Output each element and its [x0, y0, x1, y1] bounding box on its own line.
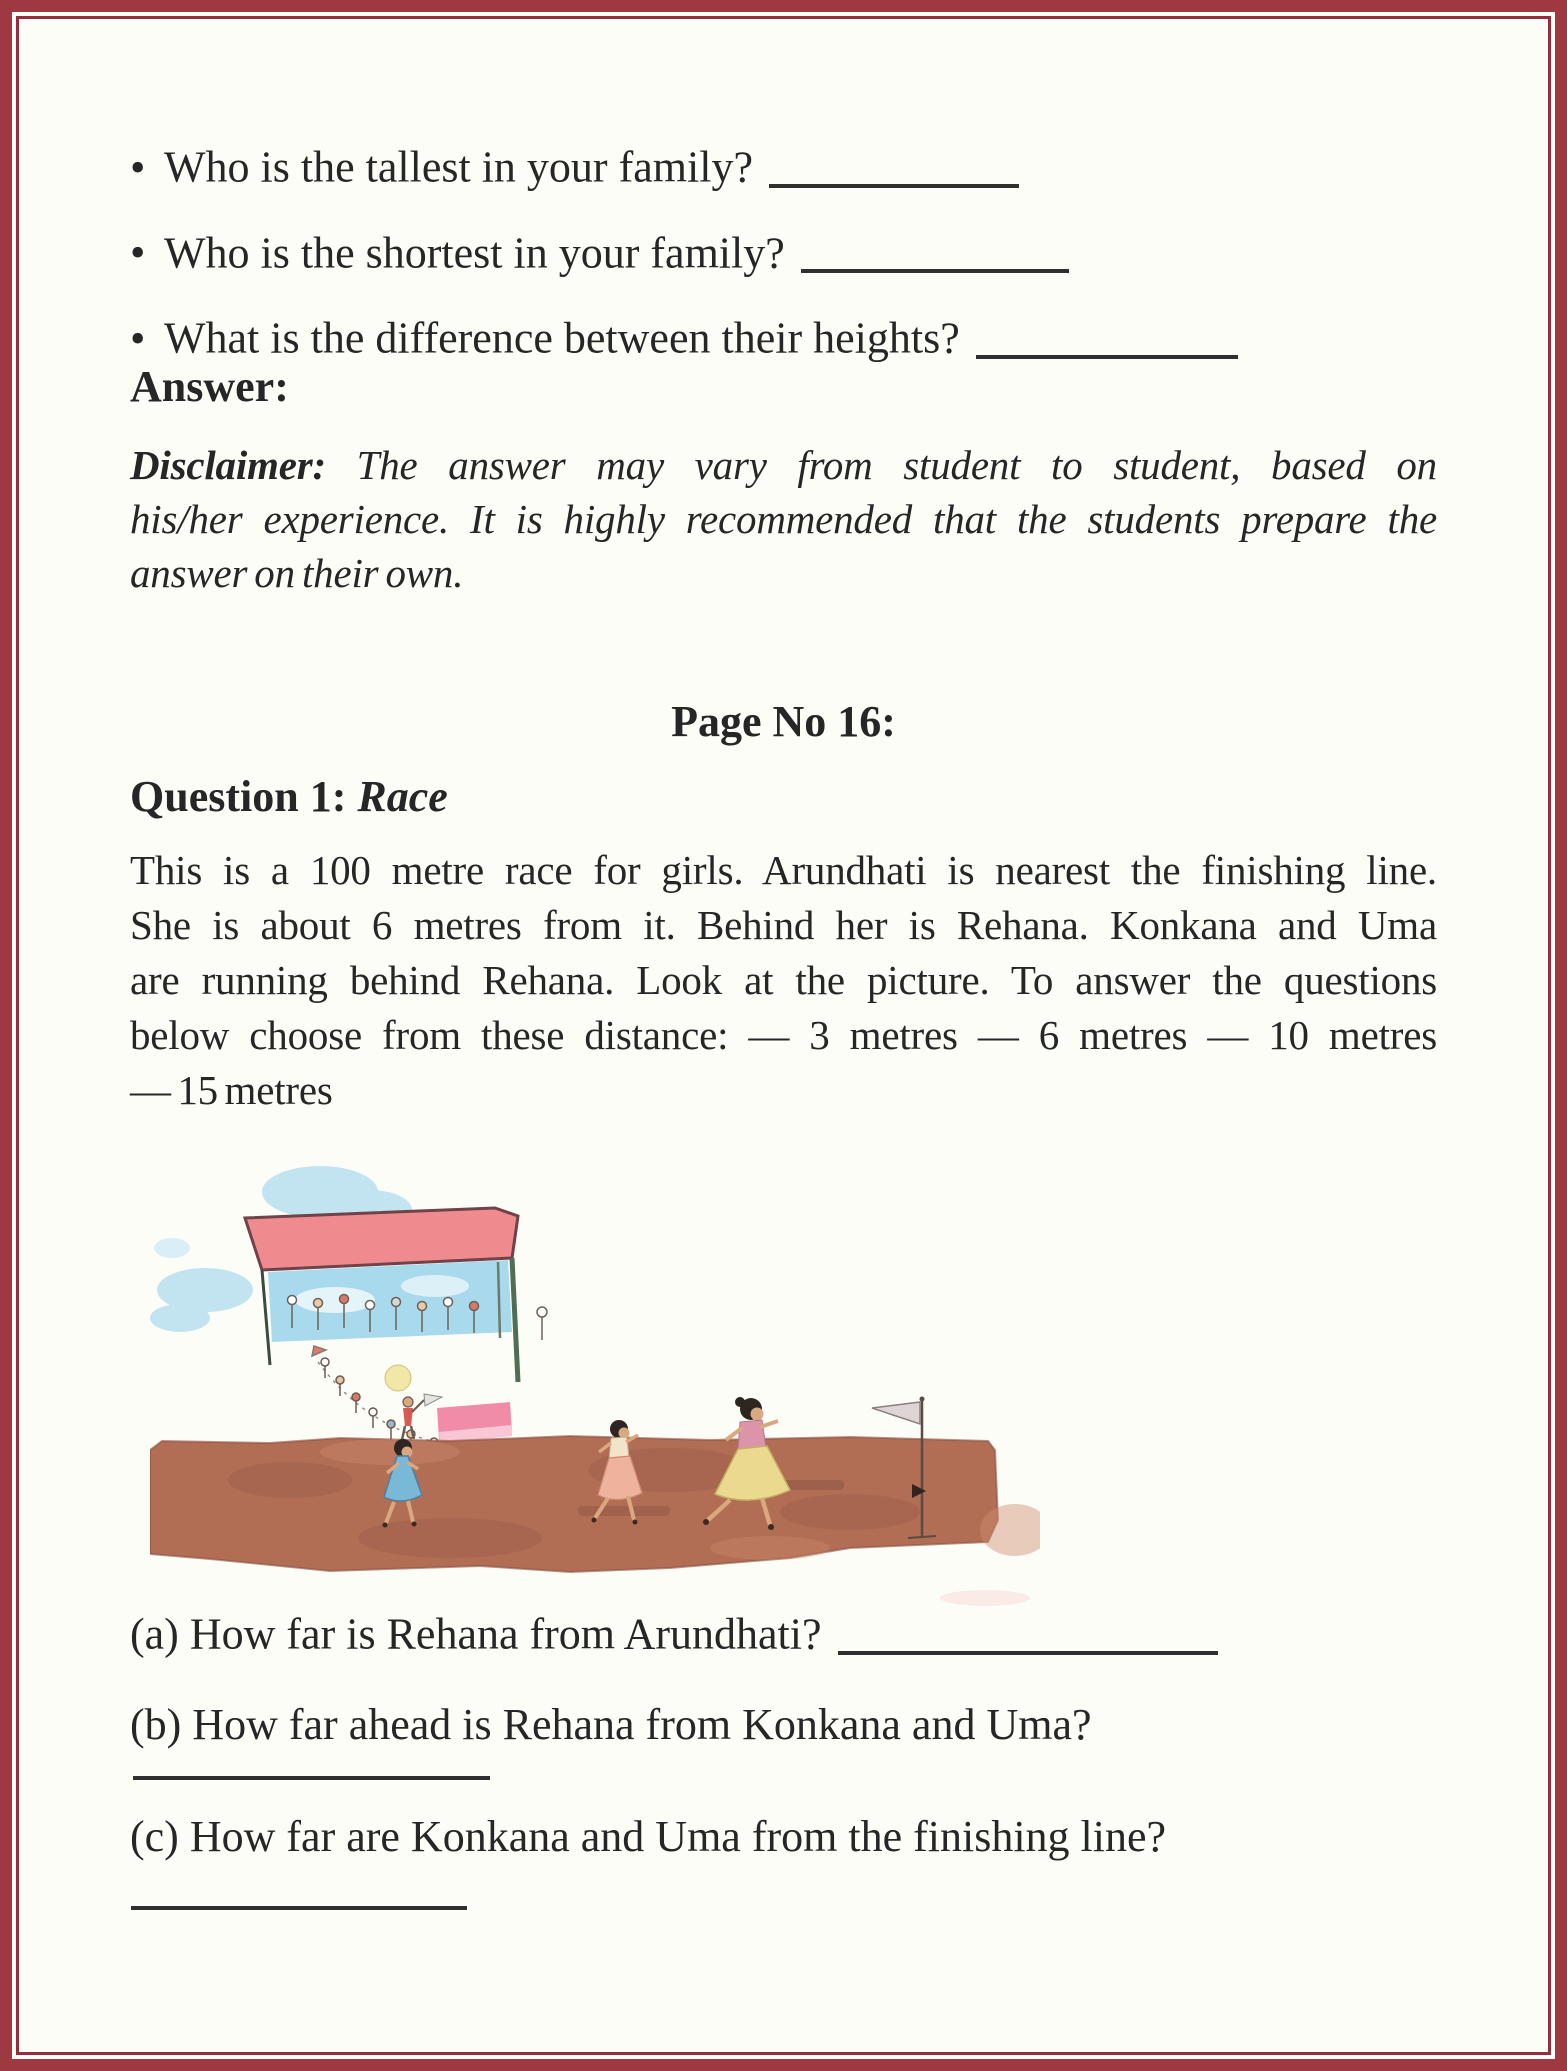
- finish-flag: [872, 1402, 920, 1424]
- pink-banner: [437, 1402, 512, 1444]
- answer-heading: Answer:: [130, 362, 289, 411]
- bullet-icon: •: [130, 142, 146, 192]
- race-line-2: She is about 6 metres from it. Behind her is Rehana. Konkana and Uma: [130, 902, 1437, 948]
- disclaimer-label: Disclaimer:: [130, 442, 326, 488]
- page-number-heading: Page No 16:: [671, 697, 896, 746]
- question-a-row: [130, 1605, 1437, 1660]
- bullet-question-difference: [130, 309, 1437, 361]
- answer-blank-line: [131, 1906, 467, 1910]
- bullet-question-text: What is the difference between their heights?: [164, 313, 960, 363]
- question-a-text: (a) How far is Rehana from Arundhati?: [130, 1609, 822, 1659]
- pavilion-roof: [245, 1208, 518, 1270]
- race-line-3: are running behind Rehana. Look at the picture. To answer the questions: [130, 957, 1437, 1003]
- yellow-balloon: [385, 1365, 411, 1391]
- question-c-text: (c) How far are Konkana and Uma from the finishing line?: [130, 1812, 1167, 1861]
- question-1-heading: [130, 772, 1437, 822]
- bullet-question-shortest: [130, 224, 1437, 276]
- question-1-label: Question 1:: [130, 772, 347, 821]
- race-line-1: This is a 100 metre race for girls. Arundhati is nearest the finishing line.: [130, 847, 1437, 893]
- question-b-row: [130, 1700, 1437, 1750]
- answer-blank-line: [801, 230, 1069, 274]
- bullet-icon: •: [130, 313, 146, 363]
- bullet-question-text: Who is the shortest in your family?: [164, 228, 785, 278]
- race-illustration-svg: [150, 1150, 1040, 1610]
- question-1-title: Race: [357, 772, 448, 821]
- answer-blank-line: [133, 1776, 490, 1780]
- pavilion: [245, 1208, 547, 1382]
- disclaimer-line-3: answer on their own.: [130, 550, 464, 596]
- answer-blank-line: [976, 315, 1238, 359]
- bullet-question-list: [130, 138, 1437, 395]
- question-c-row: [130, 1812, 1437, 1862]
- race-description-paragraph: [130, 843, 1437, 1118]
- race-illustration: [150, 1150, 1040, 1610]
- answer-blank-line: [838, 1611, 1218, 1655]
- disclaimer-text: The answer may vary from student to student, based on: [356, 442, 1437, 488]
- disclaimer-paragraph: [130, 438, 1437, 600]
- bullet-question-text: Who is the tallest in your family?: [164, 142, 753, 192]
- disclaimer-line-1: [130, 438, 1437, 492]
- disclaimer-line-2: his/her experience. It is highly recommended that the students prepare the: [130, 496, 1437, 542]
- bullet-icon: •: [130, 228, 146, 278]
- race-line-5: — 15 metres: [130, 1067, 333, 1113]
- question-b-text: (b) How far ahead is Rehana from Konkana and Uma?: [130, 1700, 1092, 1749]
- faint-track-mark: [578, 1506, 670, 1516]
- bullet-question-tallest: [130, 138, 1437, 190]
- answer-blank-line: [769, 144, 1019, 188]
- race-line-4: below choose from these distance: — 3 metres — 6 metres — 10 metres: [130, 1012, 1437, 1058]
